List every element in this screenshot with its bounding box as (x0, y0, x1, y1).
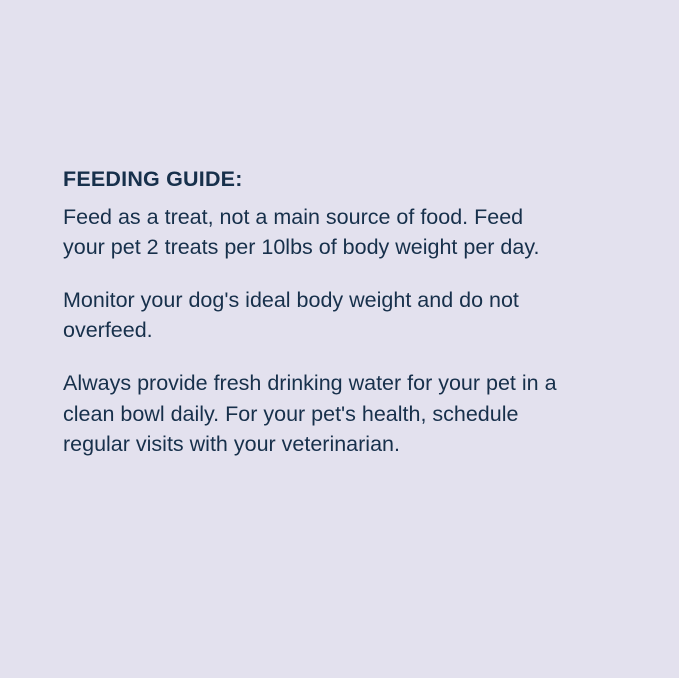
feeding-guide-content (63, 166, 563, 460)
feeding-guide-paragraph-2: Monitor your dog's ideal body weight and do not overfeed. (63, 287, 519, 343)
feeding-guide-heading: FEEDING GUIDE: (63, 167, 243, 191)
feeding-guide-paragraph-3: Always provide fresh drinking water for your pet in a clean bowl daily. For your pet's health, schedule regular visits with your veterinarian. (63, 371, 557, 457)
feeding-guide-paragraph-1: Feed as a treat, not a main source of food. Feed your pet 2 treats per 10lbs of body weight per day. (63, 204, 540, 260)
